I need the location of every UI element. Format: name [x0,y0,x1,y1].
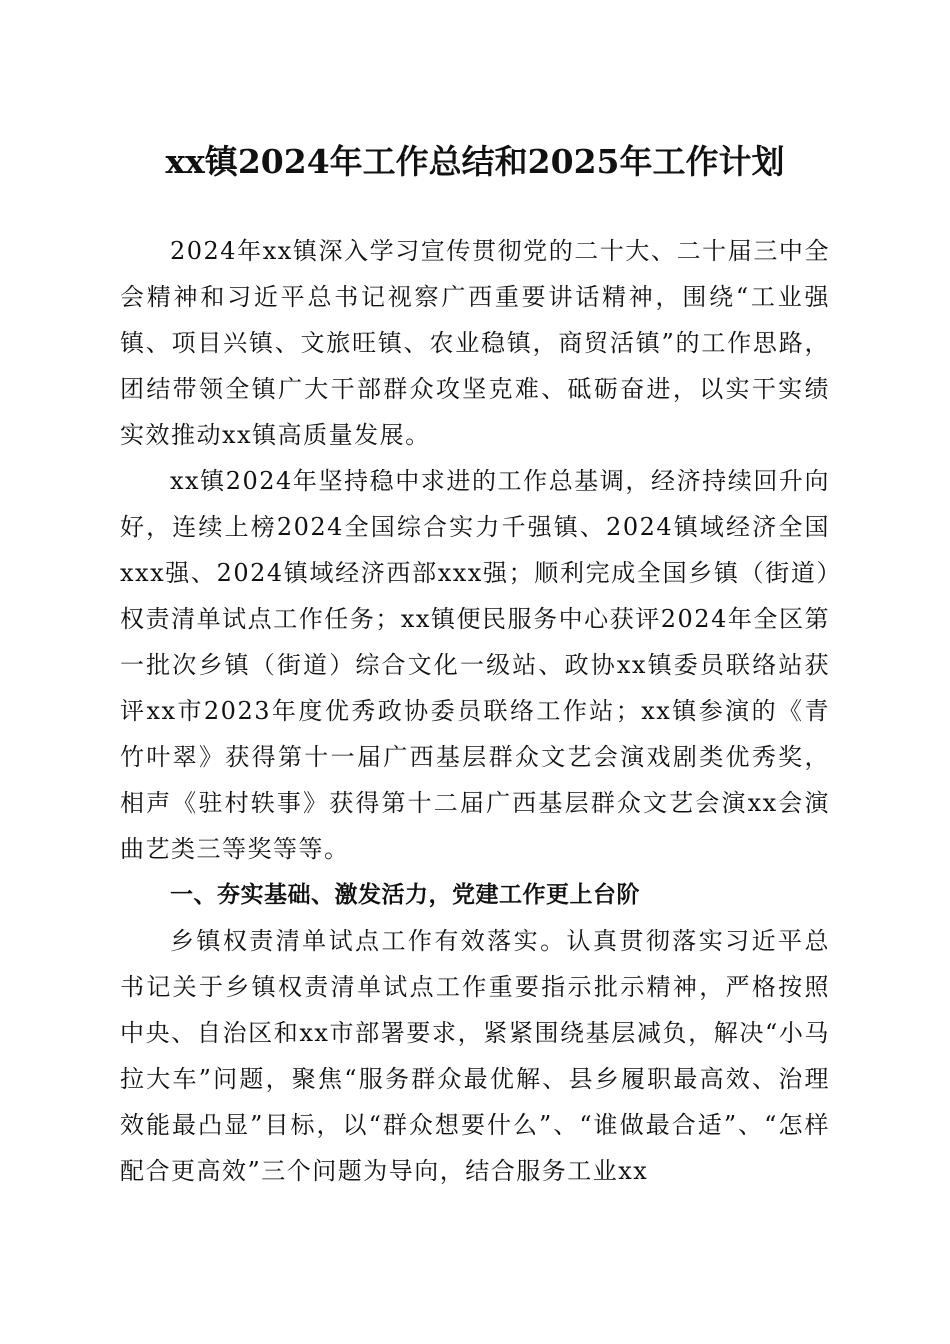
document-title: xx镇2024年工作总结和2025年工作计划 [165,142,785,181]
section-paragraph: 乡镇权责清单试点工作有效落实。认真贯彻落实习近平总书记关于乡镇权责清单试点工作重要指示批示精神，严格按照中央、自治区和xx市部署要求，紧紧围绕基层减负，解决“小马拉大车”问题，聚焦“服务群众最优解、县乡履职最高效、治理效能最凸显”目标，以“群众想要什么”、“谁做最合适”、“怎样配合更高效”三个问题为导向，结合服务工业xx [120,927,830,1185]
intro-paragraph: 2024年xx镇深入学习宣传贯彻党的二十大、二十届三中全会精神和习近平总书记视察广西重要讲话精神，围绕“工业强镇、项目兴镇、文旅旺镇、农业稳镇，商贸活镇”的工作思路，团结带领全镇广大干部群众攻坚克难、砥砺奋进，以实干实绩实效推动xx镇高质量发展。 [120,237,830,449]
achievements-paragraph: xx镇2024年坚持稳中求进的工作总基调，经济持续回升向好，连续上榜2024全国综合实力千强镇、2024镇域经济全国xxx强、2024镇域经济西部xxx强；顺利完成全国乡镇（街道）权责清单试点工作任务；xx镇便民服务中心获评2024年全区第一批次乡镇（街道）综合文化一级站、政协xx镇委员联络站获评xx市2023年度优秀政协委员联络工作站；xx镇参演的《青竹叶翠》获得第十一届广西基层群众文艺会演戏剧类优秀奖，相声《驻村轶事》获得第十二届广西基层群众文艺会演xx会演曲艺类三等奖等等。 [120,467,830,863]
section-heading: 一、夯实基础、激发活力，党建工作更上台阶 [170,882,640,908]
document-body [120,228,830,1194]
